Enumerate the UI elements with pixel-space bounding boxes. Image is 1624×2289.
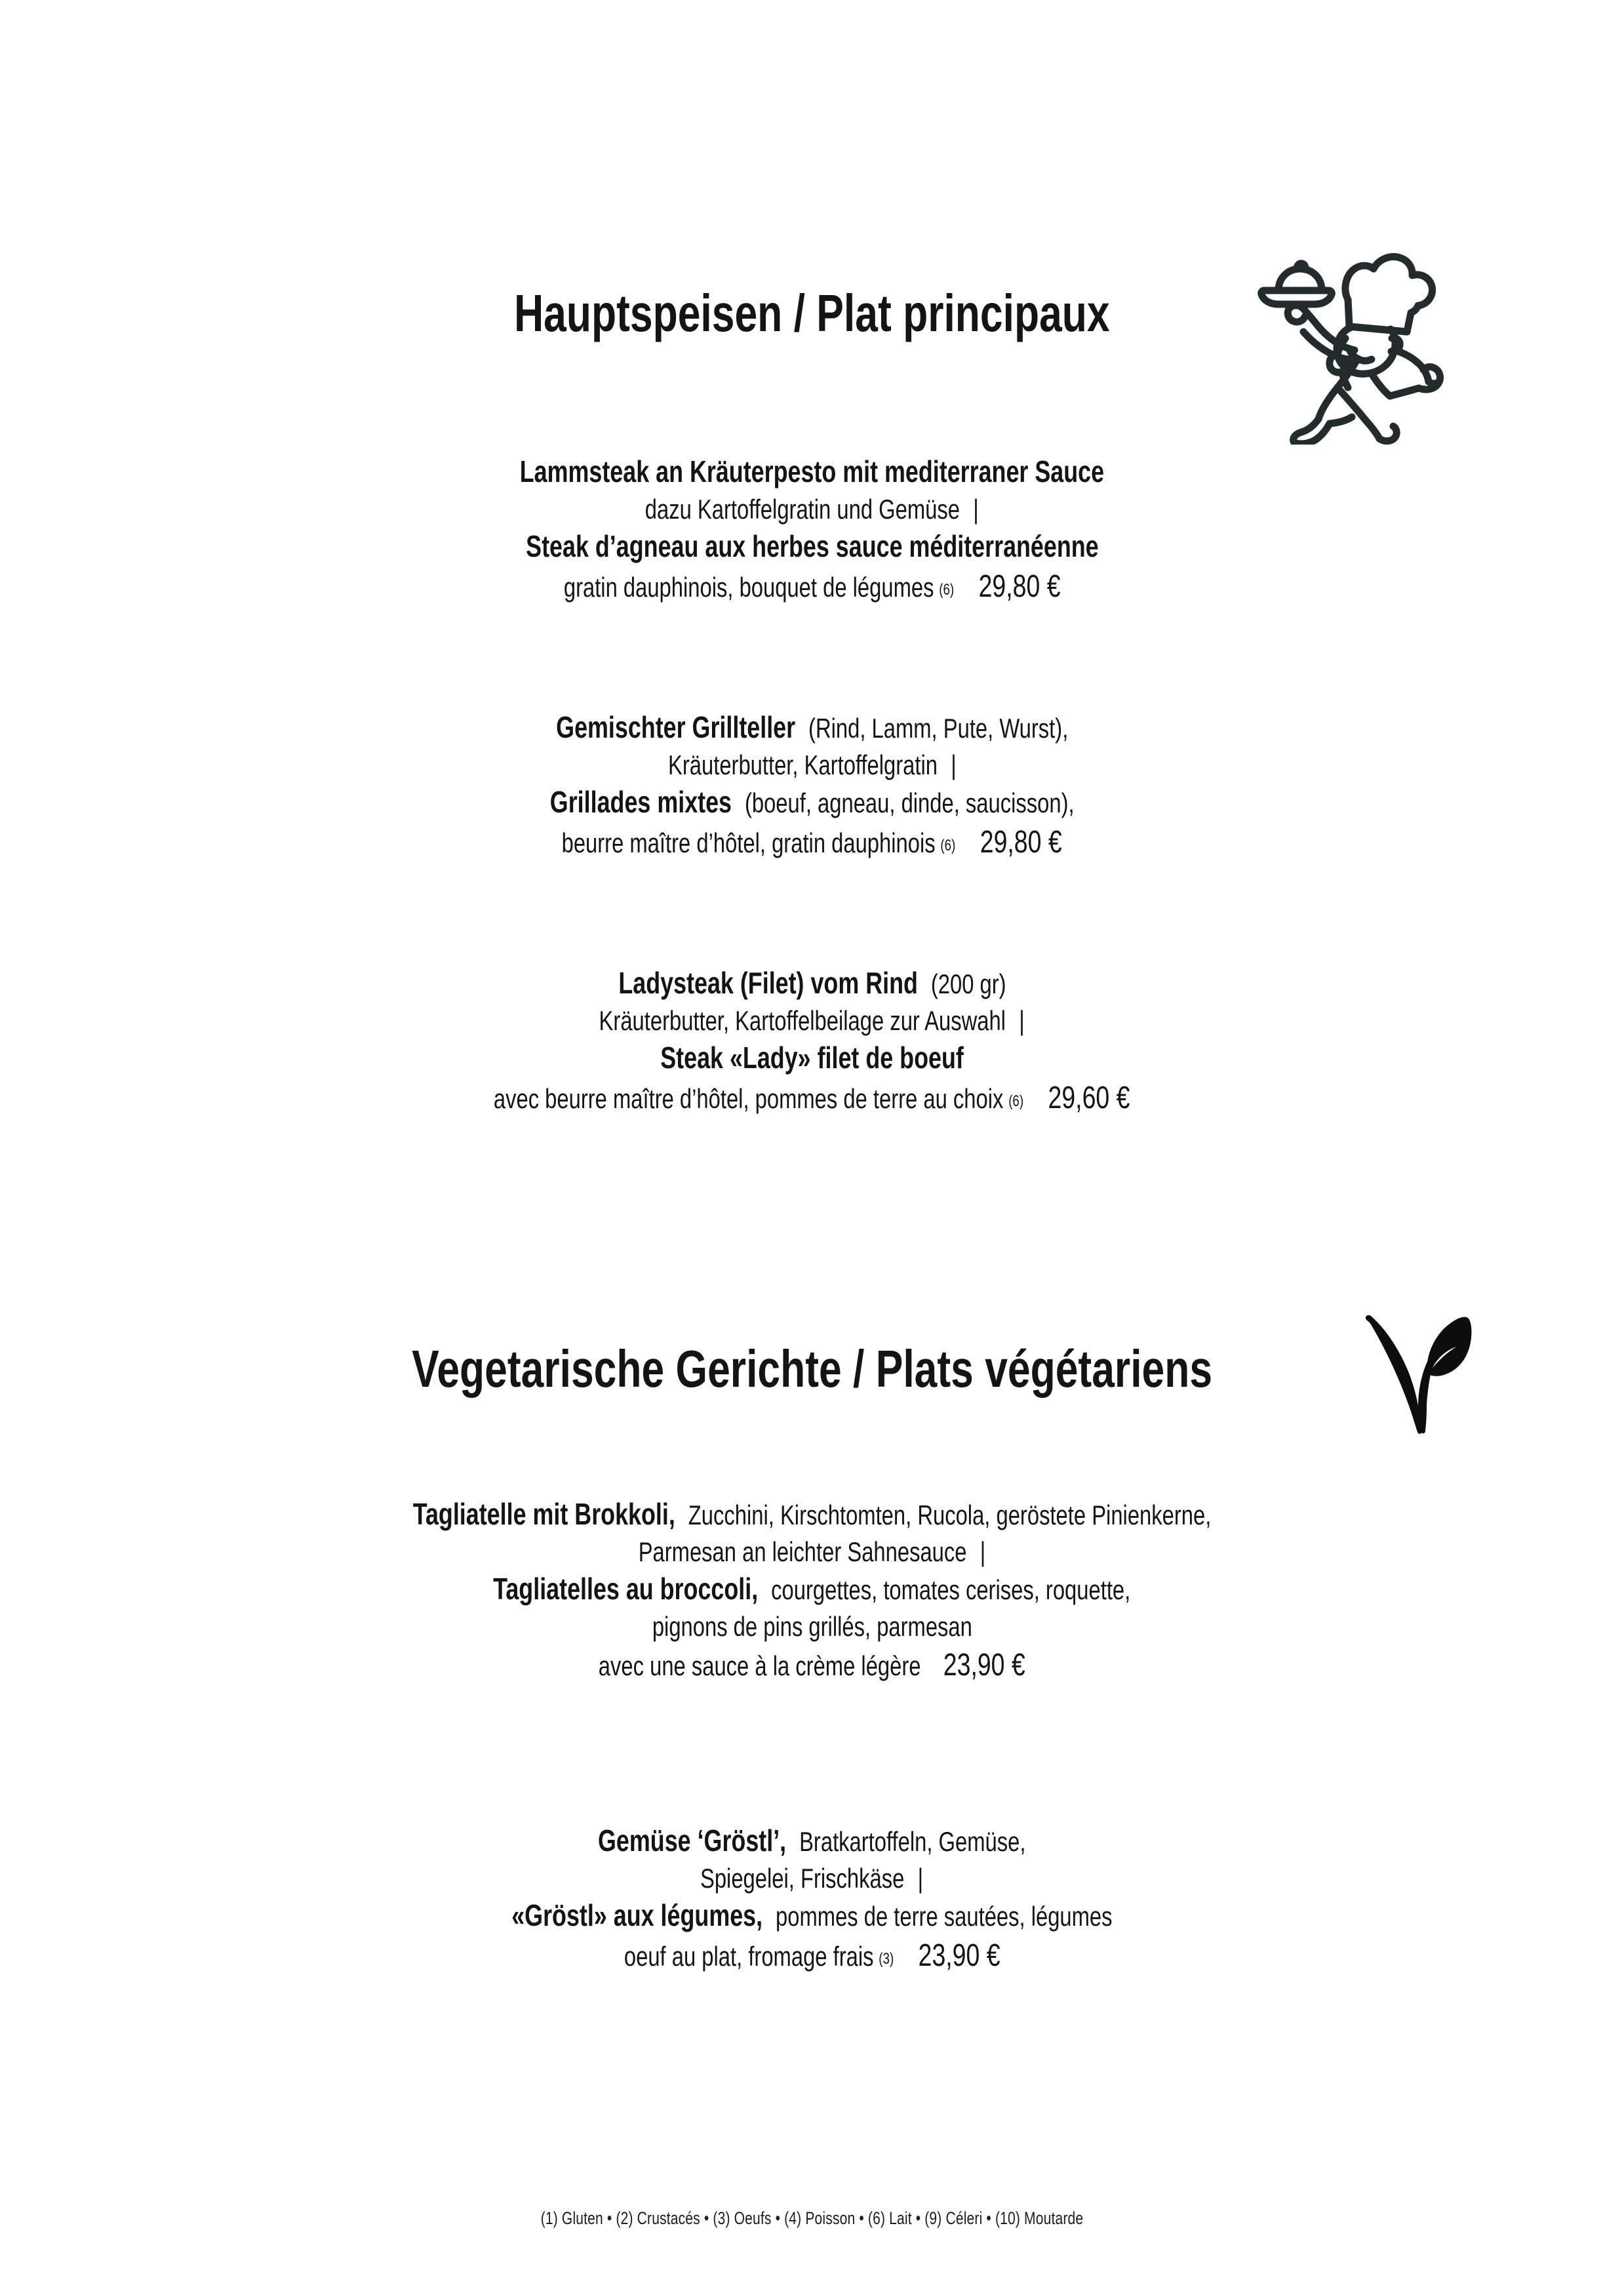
dish-name-extra-de: Zucchini, Kirschtomten, Rucola, geröstete Pinienkerne, bbox=[688, 1500, 1212, 1530]
lang-separator: | bbox=[950, 749, 957, 780]
dish-name-fr: Grillades mixtes (boeuf, agneau, dinde, saucisson), bbox=[549, 785, 1075, 820]
dish-desc-de: Spiegelei, Frischkäse | bbox=[0, 1861, 1624, 1897]
lang-separator: | bbox=[1019, 1005, 1025, 1036]
dish-desc-fr: pignons de pins grillés, parmesan bbox=[652, 1611, 972, 1642]
allergen-ref: (6) bbox=[939, 581, 954, 599]
allergen-ref: (6) bbox=[940, 837, 956, 855]
dish-item bbox=[0, 1495, 1624, 1686]
dish-price: 23,90 € bbox=[918, 1938, 1000, 1974]
dish-desc-de: Parmesan an leichter Sahnesauce | bbox=[0, 1534, 1624, 1570]
dish-desc-de: Kräuterbutter, Kartoffelbeilage zur Auswahl | bbox=[0, 1003, 1624, 1039]
dish-name-extra-de: (200 gr) bbox=[930, 968, 1006, 999]
allergen-legend-text: (1) Gluten • (2) Crustacés • (3) Oeufs • (4) Poisson • (6) Lait • (9) Céleri • (10) Moutarde bbox=[540, 2208, 1084, 2228]
dish-name-fr: Tagliatelles au broccoli, courgettes, tomates cerises, roquette, bbox=[493, 1572, 1131, 1606]
leaf-icon bbox=[1347, 1310, 1478, 1441]
dish-name-extra-de: (Rind, Lamm, Pute, Wurst), bbox=[808, 713, 1069, 744]
dish-name-de: Ladysteak (Filet) vom Rind (200 gr) bbox=[618, 966, 1006, 1000]
section-title-vegetarian: Vegetarische Gerichte / Plats végétariens bbox=[412, 1340, 1212, 1398]
dish-desc-fr: gratin dauphinois, bouquet de légumes (6) 29,80 € bbox=[0, 567, 1624, 607]
dish-name-de: Lammsteak an Kräuterpesto mit mediterraner Sauce bbox=[519, 454, 1105, 488]
dish-desc-fr: avec beurre maître d’hôtel, pommes de terre au choix (6) 29,60 € bbox=[0, 1078, 1624, 1119]
section-title-main-courses: Hauptspeisen / Plat principaux bbox=[514, 284, 1110, 342]
dish-name-de: Tagliatelle mit Brokkoli, Zucchini, Kirschtomten, Rucola, geröstete Pinienkerne, bbox=[412, 1497, 1212, 1531]
dish-price: 23,90 € bbox=[943, 1647, 1025, 1682]
dish-name-fr: Steak «Lady» filet de boeuf bbox=[660, 1041, 964, 1075]
dish-desc-fr: oeuf au plat, fromage frais (3) 23,90 € bbox=[0, 1936, 1624, 1976]
allergen-ref: (6) bbox=[1008, 1092, 1024, 1111]
dish-desc-fr-2: avec une sauce à la crème légère 23,90 € bbox=[0, 1645, 1624, 1686]
dish-price: 29,80 € bbox=[978, 569, 1061, 605]
allergen-legend bbox=[0, 2208, 1624, 2229]
dish-price: 29,80 € bbox=[980, 825, 1063, 860]
lang-separator: | bbox=[980, 1536, 986, 1567]
chef-icon bbox=[1233, 222, 1462, 445]
lang-separator: | bbox=[973, 493, 979, 525]
dish-desc-fr: beurre maître d’hôtel, gratin dauphinois (6) 29,80 € bbox=[0, 822, 1624, 863]
dish-name-extra-fr: (boeuf, agneau, dinde, saucisson), bbox=[744, 787, 1075, 819]
dish-desc-de: Kräuterbutter, Kartoffelgratin | bbox=[0, 747, 1624, 784]
dish-item bbox=[0, 1821, 1624, 1977]
dish-name-fr: «Gröstl» aux légumes, pommes de terre sautées, légumes bbox=[511, 1898, 1113, 1933]
dish-name-extra-fr: courgettes, tomates cerises, roquette, bbox=[771, 1574, 1131, 1606]
allergen-ref: (3) bbox=[879, 1950, 894, 1968]
dish-name-de: Gemischter Grillteller (Rind, Lamm, Pute, Wurst), bbox=[555, 710, 1069, 744]
lang-separator: | bbox=[918, 1862, 924, 1894]
dish-name-extra-de: Bratkartoffeln, Gemüse, bbox=[799, 1826, 1026, 1857]
dish-item bbox=[0, 452, 1624, 608]
dish-name-extra-fr: pommes de terre sautées, légumes bbox=[776, 1901, 1113, 1932]
dish-price: 29,60 € bbox=[1048, 1081, 1130, 1116]
dish-name-de: Gemüse ‘Gröstl’, Bratkartoffeln, Gemüse, bbox=[598, 1823, 1026, 1858]
dish-name-fr: Steak d’agneau aux herbes sauce méditerranéenne bbox=[525, 529, 1099, 564]
dish-desc-de: dazu Kartoffelgratin und Gemüse | bbox=[0, 492, 1624, 528]
dish-item bbox=[0, 964, 1624, 1119]
dish-item bbox=[0, 708, 1624, 864]
